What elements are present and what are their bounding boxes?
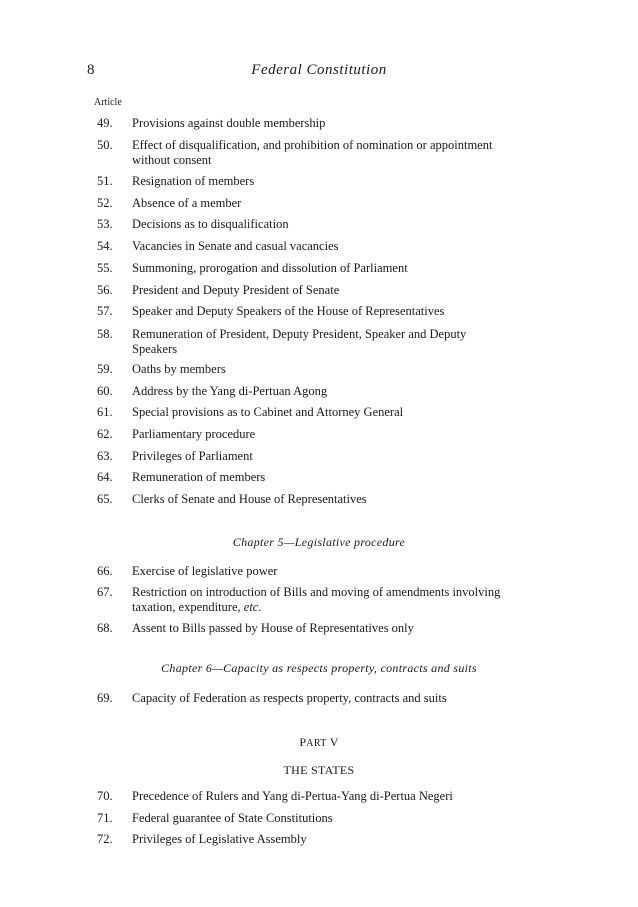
- article-title: Vacancies in Senate and casual vacancies: [132, 239, 339, 253]
- article-number: 56.: [97, 283, 113, 297]
- article-number: 71.: [97, 811, 113, 825]
- article-number: 51.: [97, 174, 113, 188]
- chapter-heading: Chapter 6—Capacity as respects property, contracts and suits: [161, 661, 477, 675]
- article-title: Privileges of Parliament: [132, 449, 253, 463]
- article-title-continued: without consent: [132, 153, 212, 167]
- article-number: 68.: [97, 621, 113, 635]
- article-number: 70.: [97, 789, 113, 803]
- article-title: Privileges of Legislative Assembly: [132, 832, 307, 846]
- part-numeral: V: [326, 735, 339, 749]
- article-number: 63.: [97, 449, 113, 463]
- article-number: 62.: [97, 427, 113, 441]
- article-number: 52.: [97, 196, 113, 210]
- article-title: Assent to Bills passed by House of Representatives only: [132, 621, 414, 635]
- article-number: 58.: [97, 327, 113, 341]
- article-title: Decisions as to disqualification: [132, 217, 289, 231]
- article-number: 64.: [97, 470, 113, 484]
- part-word-initial: P: [299, 735, 307, 749]
- part-title: THE STATES: [283, 763, 355, 777]
- article-title: Restriction on introduction of Bills and moving of amendments involving: [132, 585, 501, 599]
- article-title: Federal guarantee of State Constitutions: [132, 811, 333, 825]
- article-column-label: Article: [94, 97, 122, 108]
- article-number: 49.: [97, 116, 113, 130]
- article-title: Resignation of members: [132, 174, 255, 188]
- article-number: 72.: [97, 832, 113, 846]
- article-number: 65.: [97, 492, 113, 506]
- article-title: Summoning, prorogation and dissolution of Parliament: [132, 261, 408, 275]
- article-title: Clerks of Senate and House of Representatives: [132, 492, 367, 506]
- continued-text: taxation, expenditure,: [132, 600, 244, 614]
- article-title: Remuneration of President, Deputy President, Speaker and Deputy: [132, 327, 467, 341]
- article-title: Capacity of Federation as respects property, contracts and suits: [132, 691, 447, 705]
- part-word-rest: ART: [306, 738, 327, 749]
- article-number: 54.: [97, 239, 113, 253]
- article-title: Effect of disqualification, and prohibition of nomination or appointment: [132, 138, 493, 152]
- page-number: 8: [87, 62, 95, 78]
- article-number: 60.: [97, 384, 113, 398]
- article-number: 57.: [97, 304, 113, 318]
- article-title-continued: [132, 600, 527, 615]
- article-number: 66.: [97, 564, 113, 578]
- article-title: Parliamentary procedure: [132, 427, 256, 441]
- part-heading: [0, 735, 638, 750]
- article-title: Remuneration of members: [132, 470, 266, 484]
- article-number: 53.: [97, 217, 113, 231]
- article-number: 50.: [97, 138, 113, 152]
- running-title: Federal Constitution: [251, 62, 387, 78]
- article-number: 67.: [97, 585, 113, 599]
- article-title: President and Deputy President of Senate: [132, 283, 340, 297]
- article-title: Oaths by members: [132, 362, 226, 376]
- chapter-heading: Chapter 5—Legislative procedure: [232, 535, 406, 549]
- article-title: Exercise of legislative power: [132, 564, 278, 578]
- article-number: 59.: [97, 362, 113, 376]
- article-number: 69.: [97, 691, 113, 705]
- article-title: Address by the Yang di-Pertuan Agong: [132, 384, 328, 398]
- article-number: 61.: [97, 405, 113, 419]
- article-number: 55.: [97, 261, 113, 275]
- article-title-continued: Speakers: [132, 342, 178, 356]
- article-title: Provisions against double membership: [132, 116, 326, 130]
- etc-italic: etc.: [243, 600, 262, 614]
- article-title: Special provisions as to Cabinet and Attorney General: [132, 405, 404, 419]
- article-title: Absence of a member: [132, 196, 242, 210]
- article-title: Speaker and Deputy Speakers of the House of Representatives: [132, 304, 445, 318]
- article-title: Precedence of Rulers and Yang di-Pertua-Yang di-Pertua Negeri: [132, 789, 453, 803]
